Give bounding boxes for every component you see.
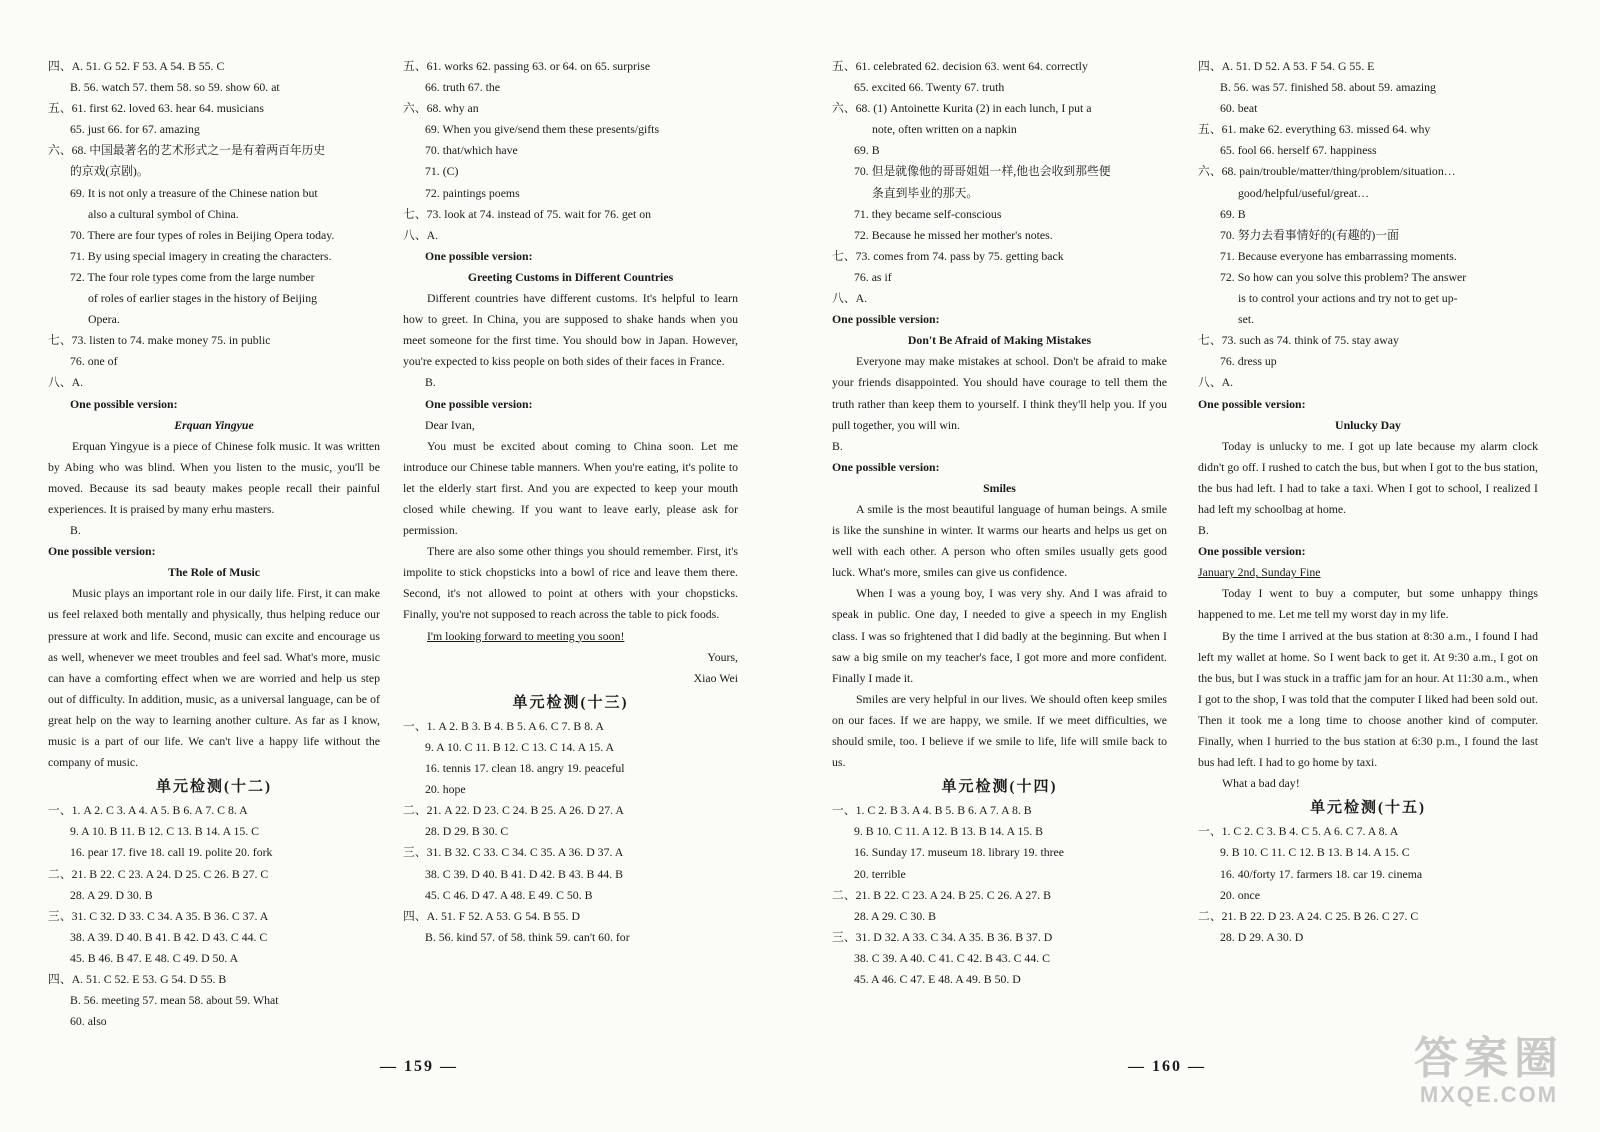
text-line: Dear Ivan, bbox=[425, 417, 475, 432]
text-line: good/helpful/useful/great… bbox=[1238, 185, 1370, 200]
paragraph: Different countries have different customs. It's helpful to learn how to greet. In China, you are supposed to shake hands when you meet someone for the first time. You should bow in Japan. However, you're expected to kiss people on both sides of their faces in France. bbox=[403, 291, 738, 369]
paragraph: Today I went to buy a computer, but some unhappy things happened to me. Let me tell my worst day in my life. bbox=[1198, 586, 1538, 622]
text-line: 71. (C) bbox=[425, 164, 459, 179]
text-line: 76. one of bbox=[70, 354, 118, 369]
watermark-logo bbox=[1414, 1036, 1564, 1108]
text-line: 45. C 46. D 47. A 48. E 49. C 50. B bbox=[425, 887, 593, 902]
paragraph: Music plays an important role in our daily life. First, it can make us feel relaxed both mentally and physically, thus helping reduce our pressure at work and life. Second, music can excite and encourage us as well, whenever we meet troubles and feel sad. What's more, music can have a comforting effect when we are worried and help us step out of difficulty. In addition, music, as a universal language, can be of great help on the way to learning another culture. As far as I know, music is a part of our life. We can't live a happy life without the company of music. bbox=[48, 586, 380, 770]
text-line: 二、21. B 22. C 23. A 24. B 25. C 26. A 27. B bbox=[832, 887, 1051, 902]
paragraph: Today is unlucky to me. I got up late because my alarm clock didn't go off. I rushed to catch the bus, but when I got to the bus station, the bus had left. I had to take a taxi. When I got to school, I realized I had left my schoolbag at home. bbox=[1198, 438, 1538, 516]
column-4 bbox=[1198, 56, 1538, 948]
text-line: 七、73. such as 74. think of 75. stay away bbox=[1198, 333, 1399, 348]
text-line: 60. also bbox=[70, 1014, 107, 1029]
text-line: Don't Be Afraid of Making Mistakes bbox=[907, 333, 1092, 348]
text-line: B. 56. meeting 57. mean 58. about 59. What bbox=[70, 993, 279, 1008]
text-line: 70. that/which have bbox=[425, 143, 518, 158]
text-line: 五、61. make 62. everything 63. missed 64. why bbox=[1198, 122, 1431, 137]
text-line: 二、21. A 22. D 23. C 24. B 25. A 26. D 27. A bbox=[403, 803, 624, 818]
text-line: One possible version: bbox=[425, 396, 533, 411]
text-line: 38. A 39. D 40. B 41. B 42. D 43. C 44. C bbox=[70, 929, 268, 944]
text-line: 二、21. B 22. D 23. A 24. C 25. B 26. C 27. C bbox=[1198, 908, 1419, 923]
text-line: 70. 但是就像他的哥哥姐姐一样,他也会收到那些便 bbox=[854, 164, 1111, 179]
text-line: is to control your actions and try not to get up- bbox=[1238, 291, 1458, 306]
text-line: 七、73. listen to 74. make money 75. in public bbox=[48, 333, 271, 348]
text-line: 16. tennis 17. clean 18. angry 19. peaceful bbox=[425, 761, 625, 776]
text-line: also a cultural symbol of China. bbox=[88, 206, 239, 221]
paragraph: Smiles are very helpful in our lives. We should often keep smiles on our faces. If we are happy, we smile. If we meet difficulties, we should smile, too. I believe if we smile to life, life will smile back to us. bbox=[832, 691, 1167, 770]
text-line: One possible version: bbox=[1198, 396, 1306, 411]
text-line: 72. The four role types come from the large number bbox=[70, 269, 315, 284]
text-line: of roles of earlier stages in the history of Beijing bbox=[88, 291, 317, 306]
text-line: Xiao Wei bbox=[693, 670, 738, 685]
text-line: One possible version: bbox=[70, 396, 178, 411]
text-line: 28. D 29. A 30. D bbox=[1220, 929, 1304, 944]
text-line: 45. B 46. B 47. E 48. C 49. D 50. A bbox=[70, 950, 239, 965]
text-line: 五、61. first 62. loved 63. hear 64. musicians bbox=[48, 101, 264, 116]
column-1 bbox=[48, 56, 380, 1032]
text-line: 一、1. C 2. C 3. B 4. C 5. A 6. C 7. A 8. A bbox=[1198, 824, 1399, 839]
text-line: 72. paintings poems bbox=[425, 185, 520, 200]
text-line: One possible version: bbox=[425, 248, 533, 263]
text-line: 一、1. A 2. B 3. B 4. B 5. A 6. C 7. B 8. A bbox=[403, 718, 604, 733]
text-line: note, often written on a napkin bbox=[872, 122, 1017, 137]
text-line: 三、31. D 32. A 33. C 34. A 35. B 36. B 37. D bbox=[832, 929, 1053, 944]
text-line: 四、A. 51. D 52. A 53. F 54. G 55. E bbox=[1198, 59, 1375, 73]
text-line: 71. By using special imagery in creating the characters. bbox=[70, 248, 332, 263]
paragraph: Everyone may make mistakes at school. Don't be afraid to make your friends disappointed. You should have courage to tell them the truth rather than keep them to yourself. I think they'll help you. If you pull together, you will win. bbox=[832, 354, 1167, 432]
paragraph: There are also some other things you should remember. First, it's impolite to stick chopsticks into a bowl of rice and leave them there. Second, it's not allowed to point at others with your chopsticks. Finally, you're not supposed to reach across the table to pick foods. bbox=[403, 544, 738, 622]
text-line: 16. 40/forty 17. farmers 18. car 19. cinema bbox=[1220, 866, 1423, 881]
text-line: 一、1. C 2. B 3. A 4. B 5. B 6. A 7. A 8. B bbox=[832, 803, 1032, 818]
text-line: One possible version: bbox=[1198, 544, 1306, 559]
text-line: 38. C 39. A 40. C 41. C 42. B 43. C 44. C bbox=[854, 950, 1050, 965]
text-line: 16. Sunday 17. museum 18. library 19. three bbox=[854, 845, 1065, 860]
text-line: 20. hope bbox=[425, 782, 466, 797]
text-line: 28. D 29. B 30. C bbox=[425, 824, 509, 839]
text-line: B. 56. watch 57. them 58. so 59. show 60. at bbox=[70, 80, 280, 95]
paragraph: A smile is the most beautiful language of human beings. A smile is like the sunshine in winter. It warms our hearts and helps us get on well with each other. A person who often smiles usually gets good luck. What's more, smiles can give us confidence. bbox=[832, 501, 1167, 580]
text-line: B. bbox=[1198, 523, 1209, 538]
text-line: 一、1. A 2. C 3. A 4. A 5. B 6. A 7. C 8. A bbox=[48, 803, 248, 818]
page-number-left: — 159 — bbox=[380, 1058, 458, 1075]
text-line: 条直到毕业的那天。 bbox=[872, 185, 979, 200]
text-line: 八、A. bbox=[1198, 375, 1234, 390]
text-line: 71. Because everyone has embarrassing moments. bbox=[1220, 248, 1457, 263]
section-heading: 单元检测(十三) bbox=[512, 694, 629, 711]
text-line: 70. There are four types of roles in Beijing Opera today. bbox=[70, 227, 335, 242]
text-line: B. 56. was 57. finished 58. about 59. amazing bbox=[1220, 80, 1436, 95]
text-line: 9. A 10. B 11. B 12. C 13. B 14. A 15. C bbox=[70, 824, 260, 839]
text-line: 16. pear 17. five 18. call 19. polite 20. fork bbox=[70, 845, 273, 860]
text-line: 四、A. 51. F 52. A 53. G 54. B 55. D bbox=[403, 908, 580, 923]
paragraph: Erquan Yingyue is a piece of Chinese folk music. It was written by Abing who was blind. When you listen to the music, you'll be moved. Because its sad beauty makes people recall their painful experiences. It is praised by many erhu masters. bbox=[48, 438, 380, 516]
text-line: Greeting Customs in Different Countries bbox=[467, 269, 674, 284]
text-line: 66. truth 67. the bbox=[425, 80, 501, 95]
paragraph: You must be excited about coming to China soon. Let me introduce our Chinese table manners. When you're eating, it's polite to let the elderly start first. And you are expected to keep your mouth closed while chewing. If you want to leave early, please ask for permission. bbox=[403, 438, 738, 538]
text-line: 五、61. celebrated 62. decision 63. went 64. correctly bbox=[832, 59, 1088, 73]
text-line: 七、73. look at 74. instead of 75. wait for 76. get on bbox=[403, 206, 652, 221]
text-line: 9. B 10. C 11. A 12. B 13. B 14. A 15. B bbox=[854, 824, 1044, 839]
text-line: 72. So how can you solve this problem? The answer bbox=[1220, 269, 1467, 284]
paragraph: What a bad day! bbox=[1222, 776, 1300, 791]
text-line: B. bbox=[70, 523, 81, 538]
text-line: One possible version: bbox=[48, 544, 156, 559]
text-line: 三、31. B 32. C 33. C 34. C 35. A 36. D 37. A bbox=[403, 845, 624, 860]
text-line: 28. A 29. C 30. B bbox=[854, 908, 936, 923]
text-line: set. bbox=[1238, 312, 1255, 327]
text-line: 五、61. works 62. passing 63. or 64. on 65. surprise bbox=[403, 59, 651, 73]
section-heading: 单元检测(十五) bbox=[1310, 800, 1426, 817]
text-line: January 2nd, Sunday Fine bbox=[1198, 565, 1321, 580]
text-line: The Role of Music bbox=[167, 565, 261, 580]
text-line: 六、68. pain/trouble/matter/thing/problem/situation… bbox=[1198, 164, 1456, 179]
text-line: 四、A. 51. G 52. F 53. A 54. B 55. C bbox=[48, 59, 225, 73]
text-line: 八、A. bbox=[832, 291, 868, 306]
text-line: 69. B bbox=[854, 143, 880, 158]
text-line: 45. A 46. C 47. E 48. A 49. B 50. D bbox=[854, 972, 1021, 987]
paragraph: I'm looking forward to meeting you soon! bbox=[427, 628, 625, 643]
text-line: 76. as if bbox=[854, 269, 892, 284]
text-line: 八、A. bbox=[403, 227, 439, 242]
section-heading: 单元检测(十二) bbox=[156, 779, 272, 796]
text-line: 72. Because he missed her mother's notes. bbox=[854, 227, 1053, 242]
text-line: 69. It is not only a treasure of the Chinese nation but bbox=[70, 185, 318, 200]
text-line: 的京戏(京剧)。 bbox=[70, 164, 149, 179]
text-line: 四、A. 51. C 52. E 53. G 54. D 55. B bbox=[48, 972, 227, 987]
paragraph: By the time I arrived at the bus station at 8:30 a.m., I found I had left my wallet at home. So I went back to get it. At 9:30 a.m., I got on the bus, but I was stuck in a traffic jam for an hour. At 11:30 a.m., when I got to the shop, I was told that the computer I liked had been sold out. Then it took me a long time to choose another kind of computer. Finally, when I hurried to the bus station at 6:30 p.m., I found the last bus had left. I had to go home by taxi. bbox=[1198, 628, 1538, 770]
column-2 bbox=[403, 56, 738, 948]
text-line: 76. dress up bbox=[1220, 354, 1277, 369]
text-line: 六、68. why an bbox=[403, 101, 479, 116]
text-line: 60. beat bbox=[1220, 101, 1258, 116]
column-3 bbox=[832, 56, 1167, 990]
text-line: 69. When you give/send them these presents/gifts bbox=[425, 122, 660, 137]
text-line: 65. excited 66. Twenty 67. truth bbox=[854, 80, 1005, 95]
watermark-url: MXQE.COM bbox=[1419, 1082, 1559, 1107]
text-line: 71. they became self-conscious bbox=[854, 206, 1002, 221]
text-line: Opera. bbox=[88, 312, 120, 327]
text-line: Erquan Yingyue bbox=[174, 417, 254, 432]
watermark-text: 答案圈 bbox=[1414, 1034, 1564, 1083]
text-line: 七、73. comes from 74. pass by 75. getting back bbox=[832, 248, 1064, 263]
text-line: 八、A. bbox=[48, 375, 84, 390]
text-line: 65. just 66. for 67. amazing bbox=[70, 122, 200, 137]
text-line: Unlucky Day bbox=[1335, 417, 1401, 432]
text-line: One possible version: bbox=[832, 459, 940, 474]
text-line: 二、21. B 22. C 23. A 24. D 25. C 26. B 27. C bbox=[48, 866, 269, 881]
text-line: 六、68. 中国最著名的艺术形式之一是有着两百年历史 bbox=[48, 143, 326, 158]
text-line: 38. C 39. D 40. B 41. D 42. B 43. B 44. B bbox=[425, 866, 623, 881]
text-line: 9. B 10. C 11. C 12. B 13. B 14. A 15. C bbox=[1220, 845, 1410, 860]
text-line: B. bbox=[425, 375, 436, 390]
text-line: 六、68. (1) Antoinette Kurita (2) in each lunch, I put a bbox=[832, 101, 1092, 116]
text-line: 65. fool 66. herself 67. happiness bbox=[1220, 143, 1377, 158]
paragraph: When I was a young boy, I was very shy. And I was afraid to speak in public. One day, I needed to give a speech in my English class. I was so frightened that I did badly at the beginning. But when I saw a big smile on my teacher's face, I got more and more confident. Finally I made it. bbox=[832, 586, 1167, 685]
text-line: B. 56. kind 57. of 58. think 59. can't 60. for bbox=[425, 929, 630, 944]
text-line: Smiles bbox=[983, 480, 1016, 495]
text-line: B. bbox=[832, 438, 843, 453]
section-heading: 单元检测(十四) bbox=[941, 779, 1058, 796]
text-line: 9. A 10. C 11. B 12. C 13. C 14. A 15. A bbox=[425, 740, 615, 754]
text-line: 69. B bbox=[1220, 206, 1246, 221]
text-line: 20. terrible bbox=[854, 866, 906, 881]
text-line: 28. A 29. D 30. B bbox=[70, 887, 153, 902]
text-line: Yours, bbox=[707, 649, 738, 664]
text-line: 20. once bbox=[1220, 887, 1260, 902]
text-line: 70. 努力去看事情好的(有趣的)一面 bbox=[1220, 227, 1399, 242]
text-line: One possible version: bbox=[832, 312, 940, 327]
page-number-right: — 160 — bbox=[1128, 1058, 1206, 1075]
text-line: 三、31. C 32. D 33. C 34. A 35. B 36. C 37. A bbox=[48, 908, 269, 923]
